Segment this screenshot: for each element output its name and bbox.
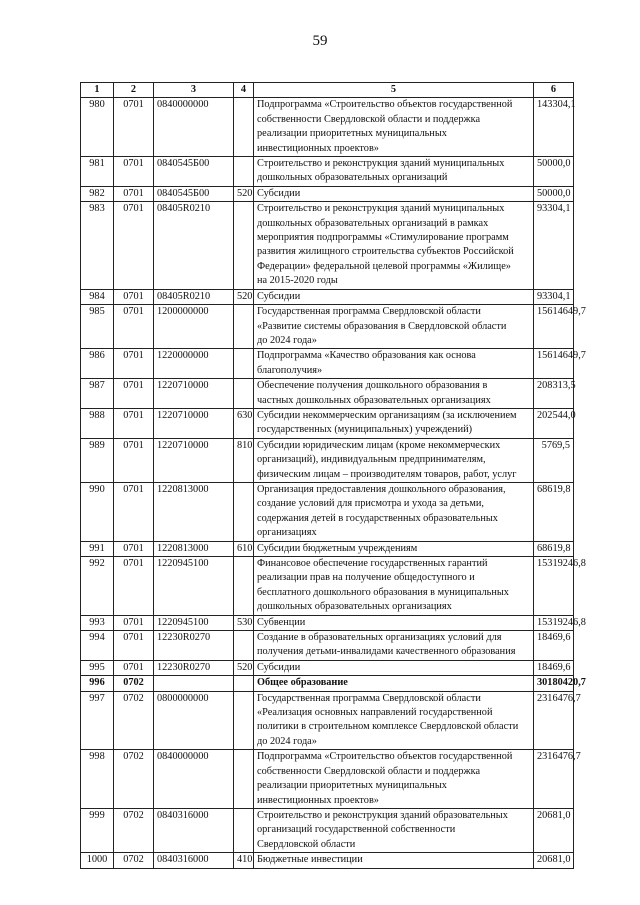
amount-cell: 2316476,7 [534, 750, 574, 809]
target-code-cell: 1220945100 [154, 557, 234, 616]
table-row [81, 750, 574, 809]
section-code-cell: 0701 [114, 202, 154, 289]
table-row [81, 349, 574, 379]
amount-cell: 18469,6 [534, 631, 574, 661]
section-code-cell: 0701 [114, 557, 154, 616]
row-number-cell: 998 [81, 750, 114, 809]
target-code-cell: 0840000000 [154, 98, 234, 157]
section-code-cell: 0702 [114, 808, 154, 852]
expense-type-cell [234, 157, 254, 187]
target-code-cell: 1220813000 [154, 482, 234, 541]
item-name-cell: Субсидии юридическим лицам (кроме некоммерческих организаций), индивидуальным предпринимателям, физическим лицам – производителям товаров, работ, услуг [254, 438, 534, 482]
amount-cell: 15319246,8 [534, 615, 574, 630]
target-code-cell: 0840000000 [154, 750, 234, 809]
section-code-cell: 0702 [114, 853, 154, 868]
expense-type-cell: 630 [234, 408, 254, 438]
item-name-cell: Строительство и реконструкция зданий муниципальных дошкольных образовательных организаций [254, 157, 534, 187]
expense-type-cell: 410 [234, 853, 254, 868]
section-code-cell: 0701 [114, 541, 154, 556]
target-code-cell: 0840316000 [154, 853, 234, 868]
row-number-cell: 988 [81, 408, 114, 438]
item-name-cell: Субсидии [254, 660, 534, 675]
amount-cell: 68619,8 [534, 482, 574, 541]
section-code-cell: 0702 [114, 691, 154, 750]
table-body [81, 98, 586, 868]
expense-type-cell [234, 349, 254, 379]
row-number-cell: 990 [81, 482, 114, 541]
table-row [81, 157, 574, 187]
table-row [81, 438, 574, 482]
item-name-cell: Бюджетные инвестиции [254, 853, 534, 868]
amount-cell: 18469,6 [534, 660, 574, 675]
table-row [81, 660, 574, 675]
table-row [81, 305, 574, 349]
expense-type-cell [234, 750, 254, 809]
expense-type-cell: 520 [234, 660, 254, 675]
target-code-cell: 0800000000 [154, 691, 234, 750]
target-code-cell: 1220710000 [154, 408, 234, 438]
table-row [81, 186, 574, 201]
section-code-cell: 0701 [114, 615, 154, 630]
budget-table [80, 82, 586, 869]
amount-cell: 15614649,7 [534, 349, 574, 379]
section-code-cell: 0701 [114, 660, 154, 675]
amount-cell: 15319246,8 [534, 557, 574, 616]
section-code-cell: 0701 [114, 482, 154, 541]
expense-type-cell [234, 379, 254, 409]
header-col-4: 4 [234, 83, 254, 98]
section-code-cell: 0701 [114, 186, 154, 201]
section-code-cell: 0701 [114, 157, 154, 187]
item-name-cell: Субвенции [254, 615, 534, 630]
item-name-cell: Организация предоставления дошкольного образования, создание условий для присмотра и ухода за детьми, содержания детей в государственных образовательных организациях [254, 482, 534, 541]
row-number-cell: 980 [81, 98, 114, 157]
target-code-cell [154, 676, 234, 691]
expense-type-cell [234, 305, 254, 349]
expense-type-cell [234, 676, 254, 691]
amount-cell: 143304,1 [534, 98, 574, 157]
amount-cell: 20681,0 [534, 853, 574, 868]
amount-cell: 20681,0 [534, 808, 574, 852]
expense-type-cell: 610 [234, 541, 254, 556]
expense-type-cell [234, 482, 254, 541]
table-row [81, 853, 574, 868]
target-code-cell: 1220813000 [154, 541, 234, 556]
row-number-cell: 987 [81, 379, 114, 409]
target-code-cell: 1220000000 [154, 349, 234, 379]
target-code-cell: 08405R0210 [154, 289, 234, 304]
row-number-cell: 985 [81, 305, 114, 349]
row-number-cell: 994 [81, 631, 114, 661]
expense-type-cell [234, 98, 254, 157]
header-col-3: 3 [154, 83, 234, 98]
table-row [81, 379, 574, 409]
section-code-cell: 0701 [114, 289, 154, 304]
target-code-cell: 0840545Б00 [154, 157, 234, 187]
amount-cell: 93304,1 [534, 202, 574, 289]
row-number-cell: 999 [81, 808, 114, 852]
target-code-cell: 12230R0270 [154, 631, 234, 661]
page-number: 59 [312, 33, 328, 49]
header-col-1: 1 [81, 83, 114, 98]
table-row [81, 98, 574, 157]
row-number-cell: 981 [81, 157, 114, 187]
table-row [81, 691, 574, 750]
table-row [81, 557, 574, 616]
section-code-cell: 0701 [114, 379, 154, 409]
table-row [81, 202, 574, 289]
row-number-cell: 997 [81, 691, 114, 750]
section-code-cell: 0701 [114, 408, 154, 438]
item-name-cell: Подпрограмма «Строительство объектов государственной собственности Свердловской области и поддержка реализации приоритетных муниципальных инвестиционных проектов» [254, 750, 534, 809]
amount-cell: 202544,0 [534, 408, 574, 438]
item-name-cell: Государственная программа Свердловской области «Реализация основных направлений государственной политики в строительном комплексе Свердловской области до 2024 года» [254, 691, 534, 750]
expense-type-cell: 520 [234, 186, 254, 201]
table-row [81, 541, 574, 556]
row-number-cell: 984 [81, 289, 114, 304]
amount-cell: 30180420,7 [534, 676, 574, 691]
table-row [81, 408, 574, 438]
table-row [81, 631, 574, 661]
row-number-cell: 991 [81, 541, 114, 556]
target-code-cell: 0840545Б00 [154, 186, 234, 201]
row-number-cell: 1000 [81, 853, 114, 868]
item-name-cell: Обеспечение получения дошкольного образования в частных дошкольных образовательных организациях [254, 379, 534, 409]
expense-type-cell: 530 [234, 615, 254, 630]
amount-cell: 50000,0 [534, 157, 574, 187]
expense-type-cell [234, 557, 254, 616]
target-code-cell: 1220710000 [154, 379, 234, 409]
expense-type-cell: 520 [234, 289, 254, 304]
amount-cell: 68619,8 [534, 541, 574, 556]
target-code-cell: 1220710000 [154, 438, 234, 482]
row-number-cell: 983 [81, 202, 114, 289]
item-name-cell: Строительство и реконструкция зданий образовательных организаций государственной собственности Свердловской области [254, 808, 534, 852]
target-code-cell: 08405R0210 [154, 202, 234, 289]
table-row [81, 482, 574, 541]
header-col-2: 2 [114, 83, 154, 98]
expense-type-cell [234, 202, 254, 289]
amount-cell: 2316476,7 [534, 691, 574, 750]
item-name-cell: Государственная программа Свердловской области «Развитие системы образования в Свердловской области до 2024 года» [254, 305, 534, 349]
table-row [81, 808, 574, 852]
row-number-cell: 996 [81, 676, 114, 691]
section-code-cell: 0702 [114, 676, 154, 691]
item-name-cell: Подпрограмма «Качество образования как основа благополучия» [254, 349, 534, 379]
section-code-cell: 0701 [114, 438, 154, 482]
item-name-cell: Субсидии [254, 289, 534, 304]
row-number-cell: 989 [81, 438, 114, 482]
amount-cell: 5769,5 [534, 438, 574, 482]
row-number-cell: 986 [81, 349, 114, 379]
item-name-cell: Подпрограмма «Строительство объектов государственной собственности Свердловской области и поддержка реализации приоритетных муниципальных инвестиционных проектов» [254, 98, 534, 157]
expense-type-cell: 810 [234, 438, 254, 482]
table-row [81, 615, 574, 630]
target-code-cell: 12230R0270 [154, 660, 234, 675]
target-code-cell: 0840316000 [154, 808, 234, 852]
expense-type-cell [234, 691, 254, 750]
expense-type-cell [234, 808, 254, 852]
section-code-cell: 0701 [114, 349, 154, 379]
item-name-cell: Создание в образовательных организациях условий для получения детьми-инвалидами качественного образования [254, 631, 534, 661]
section-code-cell: 0701 [114, 305, 154, 349]
target-code-cell: 1200000000 [154, 305, 234, 349]
item-name-cell: Финансовое обеспечение государственных гарантий реализации прав на получение общедоступного и бесплатного дошкольного образования в муниципальных дошкольных образовательных организациях [254, 557, 534, 616]
amount-cell: 93304,1 [534, 289, 574, 304]
expense-type-cell [234, 631, 254, 661]
table-row [81, 676, 574, 691]
section-code-cell: 0702 [114, 750, 154, 809]
target-code-cell: 1220945100 [154, 615, 234, 630]
item-name-cell: Субсидии бюджетным учреждениям [254, 541, 534, 556]
item-name-cell: Субсидии [254, 186, 534, 201]
header-col-5: 5 [254, 83, 534, 98]
row-number-cell: 982 [81, 186, 114, 201]
item-name-cell: Строительство и реконструкция зданий муниципальных дошкольных образовательных организаций в рамках мероприятия подпрограммы «Стимулирование программ развития жилищного строительства субъектов Российской Федерации» федеральной целевой программы «Жилище» на 2015-2020 годы [254, 202, 534, 289]
table-header-row [81, 83, 574, 98]
row-number-cell: 995 [81, 660, 114, 675]
row-number-cell: 992 [81, 557, 114, 616]
table-row [81, 289, 574, 304]
amount-cell: 15614649,7 [534, 305, 574, 349]
amount-cell: 50000,0 [534, 186, 574, 201]
section-code-cell: 0701 [114, 631, 154, 661]
row-number-cell: 993 [81, 615, 114, 630]
item-name-cell: Общее образование [254, 676, 534, 691]
section-code-cell: 0701 [114, 98, 154, 157]
amount-cell: 208313,5 [534, 379, 574, 409]
item-name-cell: Субсидии некоммерческим организациям (за исключением государственных (муниципальных) учреждений) [254, 408, 534, 438]
header-col-6: 6 [534, 83, 574, 98]
